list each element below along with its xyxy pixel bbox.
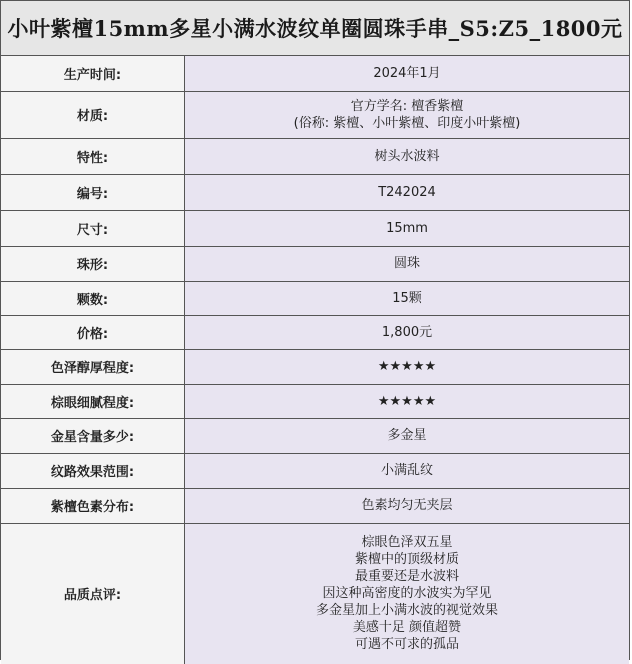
spec-row-feature	[1, 138, 629, 174]
product-title: 小叶紫檀15mm多星小满水波纹单圈圆珠手串_S5:Z5_1800元	[1, 1, 629, 56]
spec-row-serial	[1, 174, 629, 210]
review-line: 因这种高密度的水波实为罕见	[322, 586, 492, 602]
spec-label: 材质:	[1, 91, 185, 138]
spec-label: 珠形:	[1, 246, 185, 281]
review-line: 美感十足 颜值超赞	[352, 620, 462, 636]
spec-label: 紫檀色素分布:	[1, 488, 185, 523]
spec-row-gold-star	[1, 418, 629, 453]
spec-value: T242024	[185, 174, 630, 210]
spec-label: 生产时间:	[1, 56, 185, 91]
spec-label: 品质点评:	[1, 523, 185, 664]
spec-row-production-date	[1, 56, 629, 91]
spec-row-pigment	[1, 488, 629, 523]
review-line: 棕眼色泽双五星	[361, 535, 453, 551]
spec-table	[1, 56, 629, 664]
spec-label: 金星含量多少:	[1, 418, 185, 453]
review-line: 紫檀中的顶级材质	[354, 552, 459, 568]
spec-value	[185, 523, 630, 664]
spec-value: 15mm	[185, 210, 630, 246]
spec-value: 1,800元	[185, 315, 630, 349]
review-line: 多金星加上小满水波的视觉效果	[315, 603, 498, 619]
star-rating: ★★★★★	[185, 384, 630, 418]
spec-value: 多金星	[185, 418, 630, 453]
spec-label: 纹路效果范围:	[1, 453, 185, 488]
spec-label: 价格:	[1, 315, 185, 349]
spec-label: 尺寸:	[1, 210, 185, 246]
spec-row-size	[1, 210, 629, 246]
spec-label: 编号:	[1, 174, 185, 210]
spec-value: 圆珠	[185, 246, 630, 281]
star-rating: ★★★★★	[185, 349, 630, 384]
review-line: 最重要还是水波料	[354, 569, 459, 585]
review-line: 可遇不可求的孤品	[354, 637, 459, 653]
material-line: 官方学名: 檀香紫檀	[350, 98, 464, 114]
spec-row-color-richness	[1, 349, 629, 384]
spec-value: 小满乱纹	[185, 453, 630, 488]
spec-value: 2024年1月	[185, 56, 630, 91]
spec-label: 色泽醇厚程度:	[1, 349, 185, 384]
spec-label: 颗数:	[1, 281, 185, 315]
spec-row-bead-count	[1, 281, 629, 315]
spec-row-quality-review	[1, 523, 629, 664]
material-line: (俗称: 紫檀、小叶紫檀、印度小叶紫檀)	[293, 115, 521, 131]
spec-row-grain-range	[1, 453, 629, 488]
spec-value: 色素均匀无夹层	[185, 488, 630, 523]
spec-row-price	[1, 315, 629, 349]
spec-row-pore-fineness	[1, 384, 629, 418]
spec-row-bead-shape	[1, 246, 629, 281]
spec-value: 树头水波料	[185, 138, 630, 174]
spec-label: 特性:	[1, 138, 185, 174]
spec-value	[185, 91, 630, 138]
spec-value: 15颗	[185, 281, 630, 315]
spec-label: 棕眼细腻程度:	[1, 384, 185, 418]
spec-row-material	[1, 91, 629, 138]
